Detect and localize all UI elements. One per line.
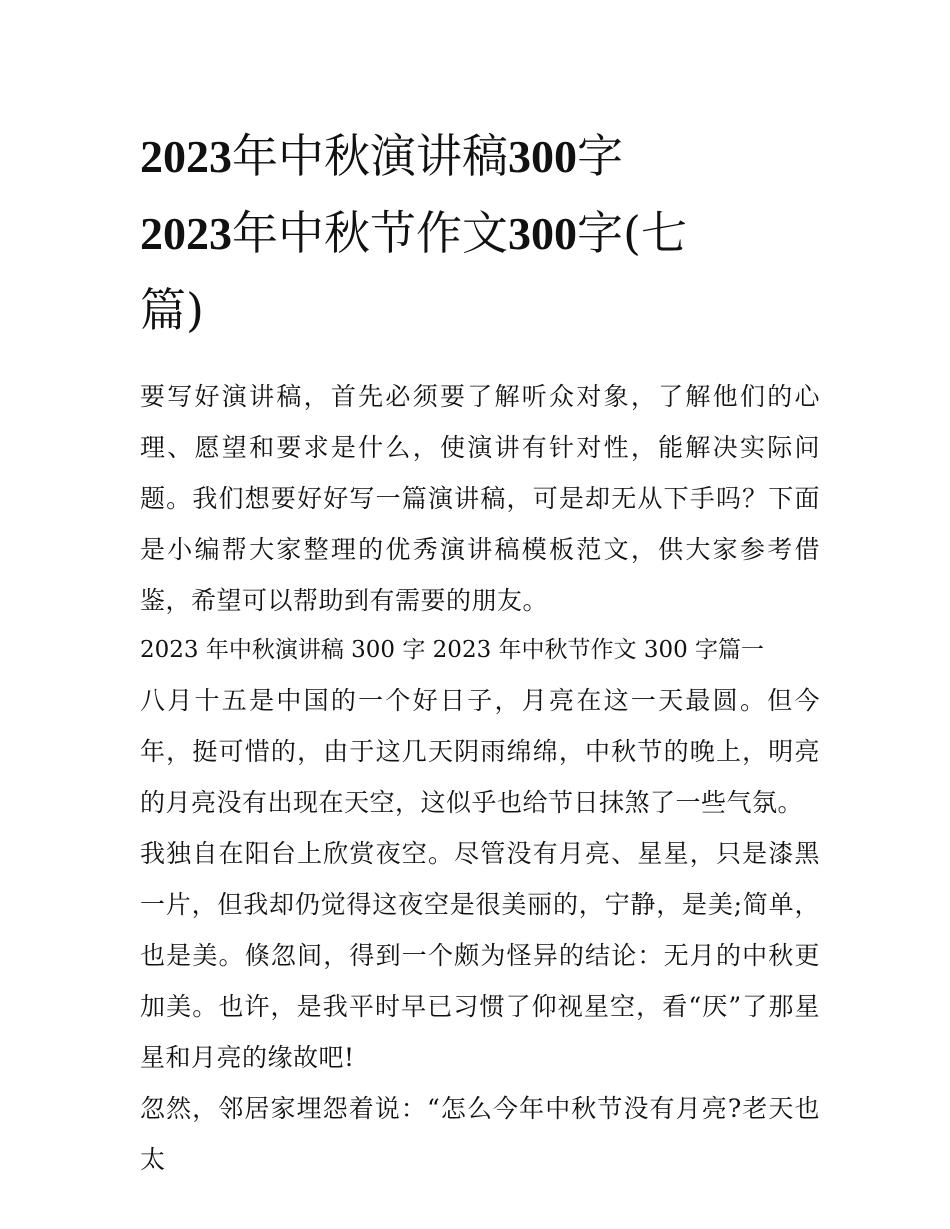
title-text-2: 年中秋节作文 — [232, 206, 508, 260]
document-title — [140, 118, 820, 349]
body-paragraph-2: 我独自在阳台上欣赏夜空。尽管没有月亮、星星，只是漆黑一片，但我却仍觉得这夜空是很美丽的，宁静，是美;简单，也是美。倏忽间，得到一个颇为怪异的结论：无月的中秋更加美。也许，是我平时早已习惯了仰视星空，看“厌”了那星星和月亮的缘故吧! — [140, 839, 820, 1072]
title-tail-2: 字(七 — [577, 206, 687, 260]
section-heading: 2023 年中秋演讲稿 300 字 2023 年中秋节作文 300 字篇一 — [140, 637, 765, 663]
title-year-2: 2023 — [140, 208, 232, 259]
body-paragraph-1: 八月十五是中国的一个好日子，月亮在这一天最圆。但今年，挺可惜的，由于这几天阴雨绵绵，中秋节的晚上，明亮的月亮没有出现在天空，这似乎也给节日抹煞了一些气氛。 — [140, 686, 820, 817]
title-tail-1: 字 — [577, 129, 623, 183]
title-line-3: 篇) — [140, 283, 204, 337]
title-year-1: 2023 — [140, 131, 232, 182]
intro-paragraph: 要写好演讲稿，首先必须要了解听众对象，了解他们的心理、愿望和要求是什么，使演讲有针对性，能解决实际问题。我们想要好好写一篇演讲稿，可是却无从下手吗？下面是小编帮大家整理的优秀演讲稿模板范文，供大家参考借鉴，希望可以帮助到有需要的朋友。 — [140, 382, 820, 615]
title-count-2: 300 — [508, 208, 577, 259]
title-count-1: 300 — [508, 131, 577, 182]
body-paragraph-3: 忽然，邻居家埋怨着说：“怎么今年中秋节没有月亮?老天也太 — [140, 1094, 820, 1174]
document-page — [140, 118, 820, 1185]
title-line-2 — [140, 206, 687, 260]
title-line-1 — [140, 129, 623, 183]
title-text-1: 年中秋演讲稿 — [232, 129, 508, 183]
